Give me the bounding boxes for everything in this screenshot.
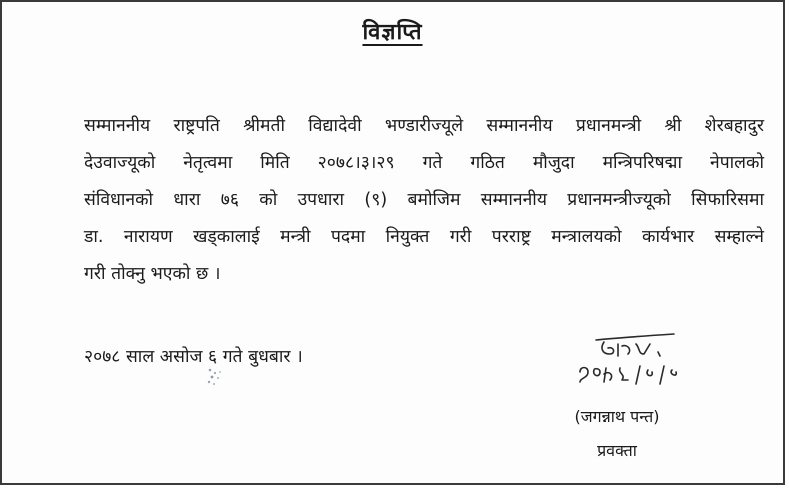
body-line-3: संविधानको धारा ७६ को उपधारा (९) बमोजिम सम्माननीय प्रधानमन्त्रीज्यूको सिफारिसमा [84,190,764,210]
document-title [2,16,783,46]
handwritten-signature [574,332,684,394]
signatory-title: प्रवक्ता [597,441,637,460]
signatory-name: (जगन्नाथ पन्त) [574,407,660,426]
signatory-block [542,400,692,468]
body-line-5: गरी तोक्नु भएको छ । [84,264,221,284]
body-line-4: डा. नारायण खड्कालाई मन्त्री पदमा नियुक्त गरी परराष्ट्र मन्त्रालयको कार्यभार सम्हाल्ने [84,227,764,247]
notice-body [84,108,764,293]
title-text: विज्ञप्ति [362,20,423,45]
ink-smudge-mark [202,364,228,388]
body-line-2: देउवाज्यूको नेतृत्वमा मिति २०७८।३।२९ गते गठित मौजुदा मन्त्रिपरिषद्मा नेपालको [84,153,764,173]
body-line-1: सम्माननीय राष्ट्रपति श्रीमती विद्यादेवी भण्डारीज्यूले सम्माननीय प्रधानमन्त्री श्री शेरबहादुर [84,116,764,136]
date-line: २०७८ साल असोज ६ गते बुधबार । [84,347,303,367]
